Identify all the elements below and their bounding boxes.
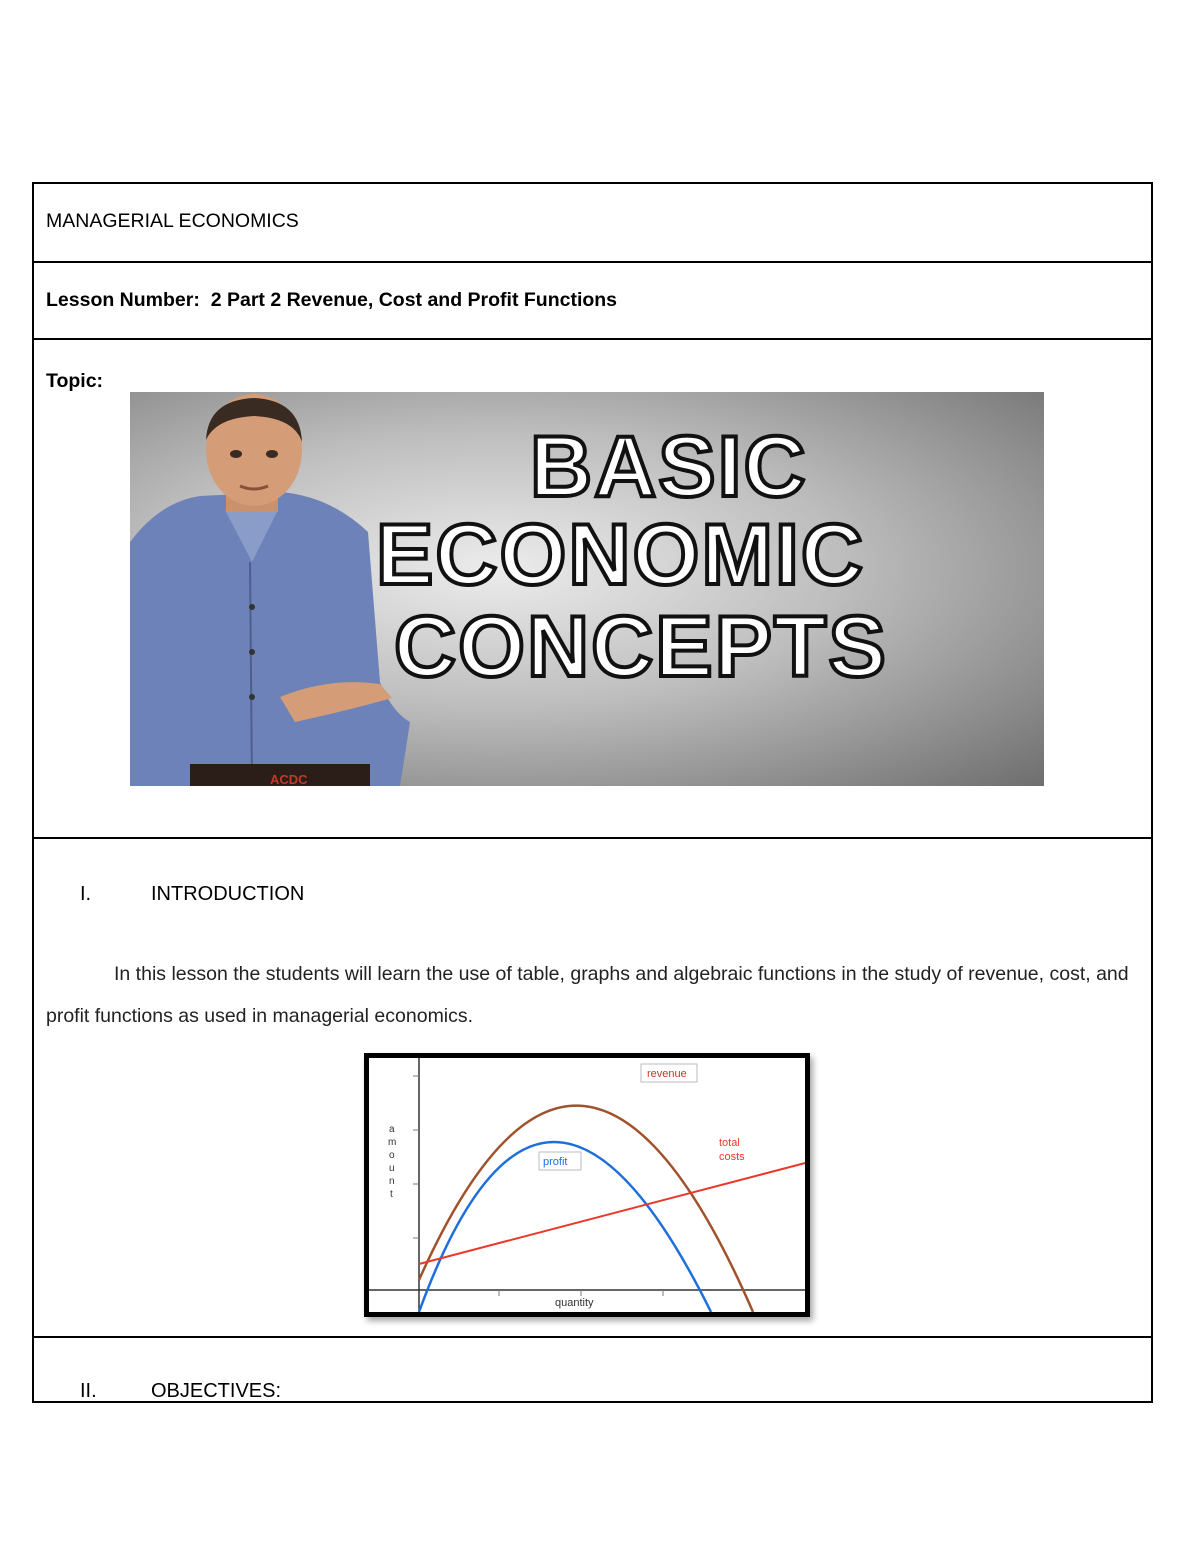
lesson-table — [32, 182, 1153, 1403]
total-costs-line — [419, 1162, 805, 1264]
course-title-row — [34, 184, 1151, 263]
introduction-paragraph — [46, 953, 1144, 1037]
introduction-text: In this lesson the students will learn the use of table, graphs and algebraic functions in the study of revenue, cost, and profit functions as used in managerial economics. — [46, 963, 1129, 1027]
course-title: MANAGERIAL ECONOMICS — [46, 210, 299, 232]
lesson-number-value: 2 Part 2 Revenue, Cost and Profit Functions — [210, 289, 618, 311]
revenue-curve — [419, 1106, 753, 1312]
introduction-row — [34, 839, 1151, 1338]
lesson-number — [46, 289, 617, 312]
objectives-numeral: II. — [80, 1380, 97, 1402]
topic-label: Topic: — [46, 370, 104, 392]
lesson-number-row — [34, 263, 1151, 340]
total-costs-label-2: costs — [719, 1151, 745, 1163]
banner-line-1: BASIC — [530, 419, 808, 515]
total-costs-label: total — [719, 1137, 740, 1149]
svg-text:ACDC: ACDC — [270, 772, 308, 786]
profit-label: profit — [543, 1156, 568, 1168]
lesson-number-label: Lesson Number: — [46, 289, 200, 311]
chart-svg — [369, 1058, 805, 1312]
y-axis-label: a m o u n t — [388, 1124, 397, 1200]
introduction-numeral: I. — [80, 883, 92, 905]
banner-line-3: CONCEPTS — [394, 599, 888, 695]
revenue-label: revenue — [647, 1068, 687, 1080]
topic-row — [34, 340, 1151, 839]
introduction-heading: INTRODUCTION — [151, 883, 305, 905]
banner-line-2: ECONOMIC — [376, 507, 865, 603]
objectives-heading: OBJECTIVES: — [151, 1380, 282, 1402]
objectives-row — [34, 1338, 1151, 1403]
topic-banner-image — [130, 392, 1044, 786]
revenue-cost-profit-chart — [364, 1053, 810, 1317]
x-axis-label: quantity — [555, 1297, 594, 1309]
